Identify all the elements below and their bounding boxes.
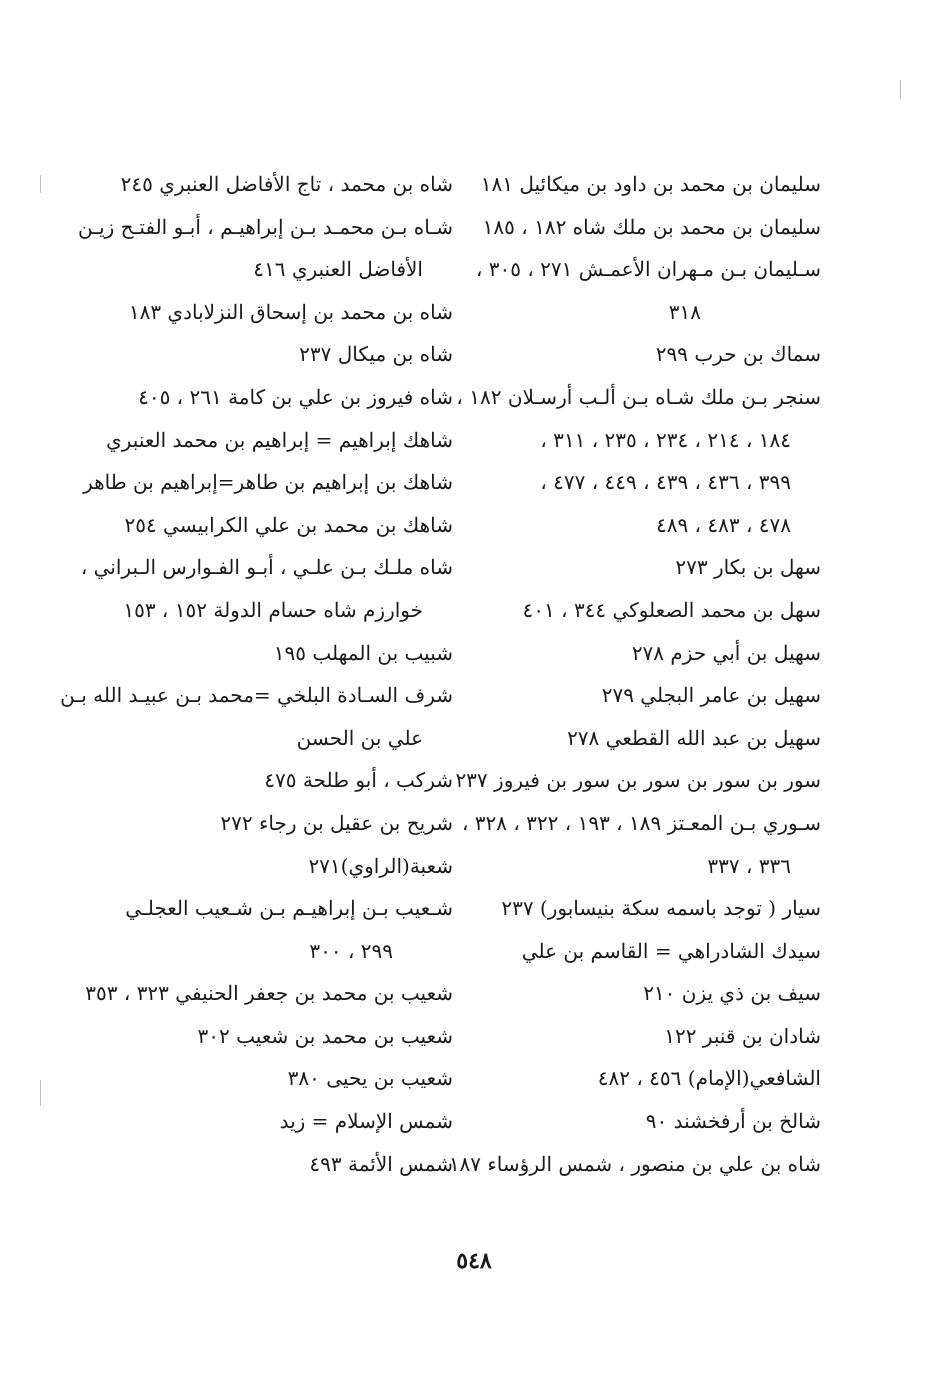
right-column-entry: سهيل بن أبي حزم ٢٧٨ <box>631 640 821 665</box>
index-column-left <box>60 163 453 1185</box>
right-column-entry: سـوري بـن المعـتز ١٨٩ ، ١٩٣ ، ٣٢٢ ، ٣٢٨ ، <box>461 810 821 835</box>
left-column-entry: شاهك بن إبراهيم بن طاهر=إبراهيم بن طاهر <box>83 470 453 495</box>
right-column-entry: شالخ بن أرفخشند ٩٠ <box>645 1109 821 1134</box>
right-column-entry: ٤٧٨ ، ٤٨٣ ، ٤٨٩ <box>655 512 791 537</box>
right-column-entry: سهل بن بكار ٢٧٣ <box>675 555 821 580</box>
right-column-entry: سماك بن حرب ٢٩٩ <box>655 342 821 367</box>
index-column-right <box>448 163 821 1185</box>
right-column-entry: سيار ( توجد باسمه سكة بنيسابور) ٢٣٧ <box>501 896 821 921</box>
right-column-entry: ١٨٤ ، ٢١٤ ، ٢٣٤ ، ٢٣٥ ، ٣١١ ، <box>540 427 791 452</box>
left-column-entry: شاه بن محمد بن إسحاق النزلابادي ١٨٣ <box>128 299 453 324</box>
margin-mark-bottom-left <box>40 1080 41 1106</box>
right-column-entry: شادان بن قنبر ١٢٢ <box>664 1023 821 1048</box>
right-column-entry: الشافعي(الإمام) ٤٥٦ ، ٤٨٢ <box>597 1066 821 1091</box>
right-column-entry: ٣٩٩ ، ٤٣٦ ، ٤٣٩ ، ٤٤٩ ، ٤٧٧ ، <box>540 470 791 495</box>
left-column-entry: شريح بن عقيل بن رجاء ٢٧٢ <box>220 810 453 835</box>
right-column-entry: ٣١٨ <box>668 299 701 324</box>
right-column-entry: سليمان بن محمد بن داود بن ميكائيل ١٨١ <box>480 172 821 196</box>
left-column-entry: شمس الأئمة ٤٩٣ <box>309 1151 453 1176</box>
left-column-entry: شـاه بـن محمـد بـن إبراهيـم ، أبـو الفتـح زيـن <box>77 214 453 239</box>
left-column-entry: شعيب بن محمد بن جعفر الحنيفي ٣٢٣ ، ٣٥٣ <box>85 981 453 1006</box>
right-column-entry: سهل بن محمد الصعلوكي ٣٤٤ ، ٤٠١ <box>522 597 821 622</box>
left-column-entry: الأفاضل العنبري ٤١٦ <box>253 257 423 282</box>
left-column-entry: علي بن الحسن <box>296 725 423 750</box>
left-column-entry: شاه فيروز بن علي بن كامة ٢٦١ ، ٤٠٥ <box>138 384 453 409</box>
right-column-entry: ٣٣٦ ، ٣٣٧ <box>707 853 791 878</box>
left-column-entry: شاه بن محمد ، تاج الأفاضل العنبري ٢٤٥ <box>120 172 453 196</box>
right-column-entry: شاه بن علي بن منصور ، شمس الرؤساء ١٨٧ <box>448 1151 821 1176</box>
page-number: ٥٤٨ <box>456 1248 492 1274</box>
left-column-entry: شمس الإسلام = زيد <box>279 1109 453 1134</box>
left-column-entry: شاه ملـك بـن علـي ، أبـو الفـوارس الـبراني ، <box>80 555 453 580</box>
left-column-entry: شاهك إبراهيم = إبراهيم بن محمد العنبري <box>106 427 453 452</box>
right-column-entry: سـليمان بـن مـهران الأعمـش ٢٧١ ، ٣٠٥ ، <box>475 257 821 282</box>
right-column-entry: سليمان بن محمد بن ملك شاه ١٨٢ ، ١٨٥ <box>482 214 821 239</box>
margin-mark-top-left <box>40 175 41 193</box>
right-column-entry: سور بن سور بن سور بن سور بن فيروز ٢٣٧ <box>455 768 821 793</box>
right-column-entry: سيدك الشادراهي = القاسم بن علي <box>521 938 821 963</box>
left-column-entry: شبيب بن المهلب ١٩٥ <box>273 640 453 665</box>
margin-mark-top-right <box>900 80 901 98</box>
left-column-entry: شعبة(الراوي)٢٧١ <box>308 853 453 878</box>
left-column-entry: ٢٩٩ ، ٣٠٠ <box>309 938 393 963</box>
left-column-entry: خوارزم شاه حسام الدولة ١٥٢ ، ١٥٣ <box>123 597 423 622</box>
left-column-entry: شاه بن ميكال ٢٣٧ <box>299 342 453 367</box>
left-column-entry: شـعيب بـن إبراهيـم بـن شـعيب العجلـي <box>125 896 453 921</box>
right-column-entry: سنجر بـن ملك شـاه بـن ألـب أرسـلان ١٨٢ ، <box>456 384 821 409</box>
right-column-entry: سيف بن ذي يزن ٢١٠ <box>643 981 821 1006</box>
right-column-entry: سهيل بن عبد الله القطعي ٢٧٨ <box>567 725 821 750</box>
right-column-entry: سهيل بن عامر البجلي ٢٧٩ <box>601 683 821 708</box>
left-column-entry: شركب ، أبو طلحة ٤٧٥ <box>264 768 453 793</box>
left-column-entry: شعيب بن يحيى ٣٨٠ <box>287 1066 453 1091</box>
left-column-entry: شعيب بن محمد بن شعيب ٣٠٢ <box>197 1023 453 1048</box>
left-column-entry: شرف السـادة البلخي =محمد بـن عبيـد الله بـن <box>60 683 453 708</box>
left-column-entry: شاهك بن محمد بن علي الكرابيسي ٢٥٤ <box>124 512 453 537</box>
